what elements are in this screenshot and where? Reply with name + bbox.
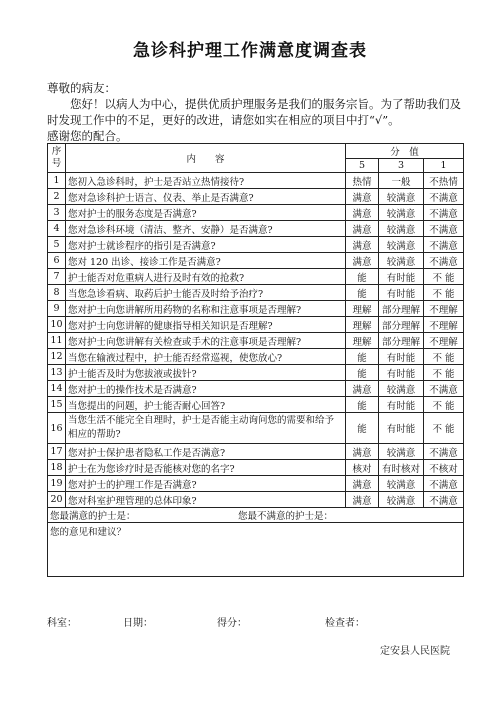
row-number: 14 bbox=[48, 381, 66, 397]
option-3[interactable]: 较满意 bbox=[379, 221, 424, 237]
intro-body: 您好！以病人为中心，提供优质护理服务是我们的服务宗旨。为了帮助我们及时发现工作中的不足，更好的改进，请您如实在相应的项目中打“√”。 bbox=[47, 97, 461, 127]
row-number: 2 bbox=[48, 189, 66, 205]
option-5[interactable]: 能 bbox=[346, 365, 379, 381]
row-number: 3 bbox=[48, 205, 66, 221]
row-question: 您初入急诊科时，护士是否站立热情接待? bbox=[66, 173, 346, 189]
row-question: 您对护士的护理工作是否满意? bbox=[66, 476, 346, 492]
page-title: 急诊科护理工作满意度调查表 bbox=[133, 41, 367, 61]
row-number: 8 bbox=[48, 285, 66, 301]
row-number: 11 bbox=[48, 333, 66, 349]
option-5[interactable]: 满意 bbox=[346, 492, 379, 508]
table-row bbox=[48, 253, 464, 269]
option-3[interactable]: 有时能 bbox=[379, 413, 424, 444]
option-3[interactable]: 较满意 bbox=[379, 253, 424, 269]
option-5[interactable]: 理解 bbox=[346, 317, 379, 333]
header-score-1: 1 bbox=[424, 159, 464, 173]
option-3[interactable]: 有时能 bbox=[379, 397, 424, 413]
row-question: 护士能否对危重病人进行及时有效的抢救? bbox=[66, 269, 346, 285]
table-row bbox=[48, 381, 464, 397]
row-question: 当您提出的问题，护士能否耐心回答? bbox=[66, 397, 346, 413]
option-1[interactable]: 不满意 bbox=[424, 189, 464, 205]
hospital-name: 定安县人民医院 bbox=[380, 646, 450, 657]
table-row bbox=[48, 189, 464, 205]
row-number: 9 bbox=[48, 301, 66, 317]
row-number: 15 bbox=[48, 397, 66, 413]
table-row bbox=[48, 365, 464, 381]
option-5[interactable]: 理解 bbox=[346, 333, 379, 349]
option-1[interactable]: 不 能 bbox=[424, 413, 464, 444]
option-1[interactable]: 不 能 bbox=[424, 285, 464, 301]
suggestion-field[interactable] bbox=[48, 523, 464, 577]
least-favorite-nurse-label: 您最不满意的护士是： bbox=[238, 511, 334, 522]
option-3[interactable]: 较满意 bbox=[379, 492, 424, 508]
row-number: 18 bbox=[48, 460, 66, 476]
option-5[interactable]: 理解 bbox=[346, 301, 379, 317]
option-5[interactable]: 满意 bbox=[346, 253, 379, 269]
header-score: 分 值 bbox=[346, 144, 464, 159]
option-5[interactable]: 能 bbox=[346, 349, 379, 365]
option-5[interactable]: 能 bbox=[346, 269, 379, 285]
row-number: 5 bbox=[48, 237, 66, 253]
header-score-3: 3 bbox=[379, 159, 424, 173]
header-content: 内 容 bbox=[66, 144, 346, 173]
row-question: 您对护士向您讲解有关检查或手术的注意事项是否理解? bbox=[66, 333, 346, 349]
row-number: 19 bbox=[48, 476, 66, 492]
option-3[interactable]: 较满意 bbox=[379, 237, 424, 253]
row-question: 您对护士保护患者隐私工作是否满意? bbox=[66, 444, 346, 460]
option-5[interactable]: 满意 bbox=[346, 476, 379, 492]
option-3[interactable]: 较满意 bbox=[379, 189, 424, 205]
table-row bbox=[48, 397, 464, 413]
row-number: 12 bbox=[48, 349, 66, 365]
option-3[interactable]: 部分理解 bbox=[379, 301, 424, 317]
suggestion-label: 您的意见和建议？ bbox=[50, 527, 127, 538]
option-1[interactable]: 不 能 bbox=[424, 269, 464, 285]
option-3[interactable]: 较满意 bbox=[379, 444, 424, 460]
footer-dept: 科室： bbox=[47, 618, 77, 629]
table-row bbox=[48, 285, 464, 301]
row-number: 6 bbox=[48, 253, 66, 269]
option-3[interactable]: 有时核对 bbox=[379, 460, 424, 476]
row-number: 1 bbox=[48, 173, 66, 189]
row-question: 您对 120 出诊、接诊工作是否满意? bbox=[66, 253, 346, 269]
row-question: 您对科室护理管理的总体印象? bbox=[66, 492, 346, 508]
option-3[interactable]: 有时能 bbox=[379, 365, 424, 381]
row-question: 您对护士向您讲解的健康指导相关知识是否理解? bbox=[66, 317, 346, 333]
option-3[interactable]: 有时能 bbox=[379, 269, 424, 285]
option-3[interactable]: 较满意 bbox=[379, 205, 424, 221]
option-5[interactable]: 能 bbox=[346, 413, 379, 444]
header-num: 序号 bbox=[48, 144, 66, 173]
option-5[interactable]: 热情 bbox=[346, 173, 379, 189]
option-5[interactable]: 满意 bbox=[346, 381, 379, 397]
option-5[interactable]: 满意 bbox=[346, 205, 379, 221]
option-5[interactable]: 满意 bbox=[346, 444, 379, 460]
option-5[interactable]: 能 bbox=[346, 397, 379, 413]
option-1[interactable]: 不满意 bbox=[424, 476, 464, 492]
option-1[interactable]: 不满意 bbox=[424, 205, 464, 221]
option-1[interactable]: 不理解 bbox=[424, 333, 464, 349]
table-row bbox=[48, 460, 464, 476]
row-number: 20 bbox=[48, 492, 66, 508]
option-5[interactable]: 满意 bbox=[346, 221, 379, 237]
row-question: 您对护士向您讲解所用药物的名称和注意事项是否理解? bbox=[66, 301, 346, 317]
row-question: 您对护士的操作技术是否满意? bbox=[66, 381, 346, 397]
footer-date: 日期： bbox=[123, 618, 153, 629]
option-3[interactable]: 较满意 bbox=[379, 476, 424, 492]
row-number: 10 bbox=[48, 317, 66, 333]
table-row bbox=[48, 476, 464, 492]
footer-checker: 检查者： bbox=[325, 618, 365, 629]
option-5[interactable]: 满意 bbox=[346, 237, 379, 253]
table-row bbox=[48, 205, 464, 221]
option-3[interactable]: 一般 bbox=[379, 173, 424, 189]
option-3[interactable]: 部分理解 bbox=[379, 333, 424, 349]
row-number: 16 bbox=[48, 413, 66, 444]
intro-section bbox=[47, 80, 462, 144]
intro-thanks: 感谢您的配合。 bbox=[47, 129, 128, 143]
favorite-nurse-label: 您最满意的护士是： bbox=[50, 511, 136, 522]
table-row bbox=[48, 349, 464, 365]
option-1[interactable]: 不满意 bbox=[424, 221, 464, 237]
option-1[interactable]: 不满意 bbox=[424, 237, 464, 253]
table-row bbox=[48, 269, 464, 285]
option-1[interactable]: 不满意 bbox=[424, 444, 464, 460]
option-1[interactable]: 不 能 bbox=[424, 397, 464, 413]
row-number: 13 bbox=[48, 365, 66, 381]
option-1[interactable]: 不满意 bbox=[424, 492, 464, 508]
option-1[interactable]: 不 能 bbox=[424, 349, 464, 365]
option-1[interactable]: 不热情 bbox=[424, 173, 464, 189]
option-3[interactable]: 有时能 bbox=[379, 349, 424, 365]
survey-table bbox=[47, 143, 464, 577]
row-question: 您对护士的服务态度是否满意? bbox=[66, 205, 346, 221]
option-5[interactable]: 核对 bbox=[346, 460, 379, 476]
table-row bbox=[48, 317, 464, 333]
option-5[interactable]: 满意 bbox=[346, 189, 379, 205]
option-5[interactable]: 能 bbox=[346, 285, 379, 301]
footer-score: 得分： bbox=[217, 618, 247, 629]
option-1[interactable]: 不核对 bbox=[424, 460, 464, 476]
table-row bbox=[48, 444, 464, 460]
table-row bbox=[48, 413, 464, 444]
row-question: 护士能否及时为您拔液或拔针? bbox=[66, 365, 346, 381]
row-question: 您对急诊科环境（清洁、整齐、安静）是否满意? bbox=[66, 221, 346, 237]
option-1[interactable]: 不 能 bbox=[424, 365, 464, 381]
option-1[interactable]: 不满意 bbox=[424, 253, 464, 269]
option-3[interactable]: 较满意 bbox=[379, 381, 424, 397]
row-question: 护士在为您诊疗时是否能核对您的名字? bbox=[66, 460, 346, 476]
option-1[interactable]: 不理解 bbox=[424, 317, 464, 333]
option-1[interactable]: 不理解 bbox=[424, 301, 464, 317]
row-question: 当您在输液过程中，护士能否经常巡视，使您放心? bbox=[66, 349, 346, 365]
row-question: 您对护士就诊程序的指引是否满意? bbox=[66, 237, 346, 253]
table-row bbox=[48, 492, 464, 508]
option-3[interactable]: 有时能 bbox=[379, 285, 424, 301]
table-row bbox=[48, 237, 464, 253]
salutation: 尊敬的病友： bbox=[47, 81, 116, 95]
table-row bbox=[48, 333, 464, 349]
table-row bbox=[48, 221, 464, 237]
option-1[interactable]: 不满意 bbox=[424, 381, 464, 397]
table-row bbox=[48, 301, 464, 317]
row-question: 当您生活不能完全自理时，护士是否能主动询问您的需要和给予相应的帮助? bbox=[66, 413, 346, 444]
row-number: 17 bbox=[48, 444, 66, 460]
row-number: 7 bbox=[48, 269, 66, 285]
header-score-5: 5 bbox=[346, 159, 379, 173]
option-3[interactable]: 部分理解 bbox=[379, 317, 424, 333]
favorite-nurse-row bbox=[48, 508, 464, 523]
row-number: 4 bbox=[48, 221, 66, 237]
row-question: 您对急诊科护士语言、仪表、举止是否满意? bbox=[66, 189, 346, 205]
table-row bbox=[48, 173, 464, 189]
row-question: 当您急诊看病、取药后护士能否及时给予治疗? bbox=[66, 285, 346, 301]
